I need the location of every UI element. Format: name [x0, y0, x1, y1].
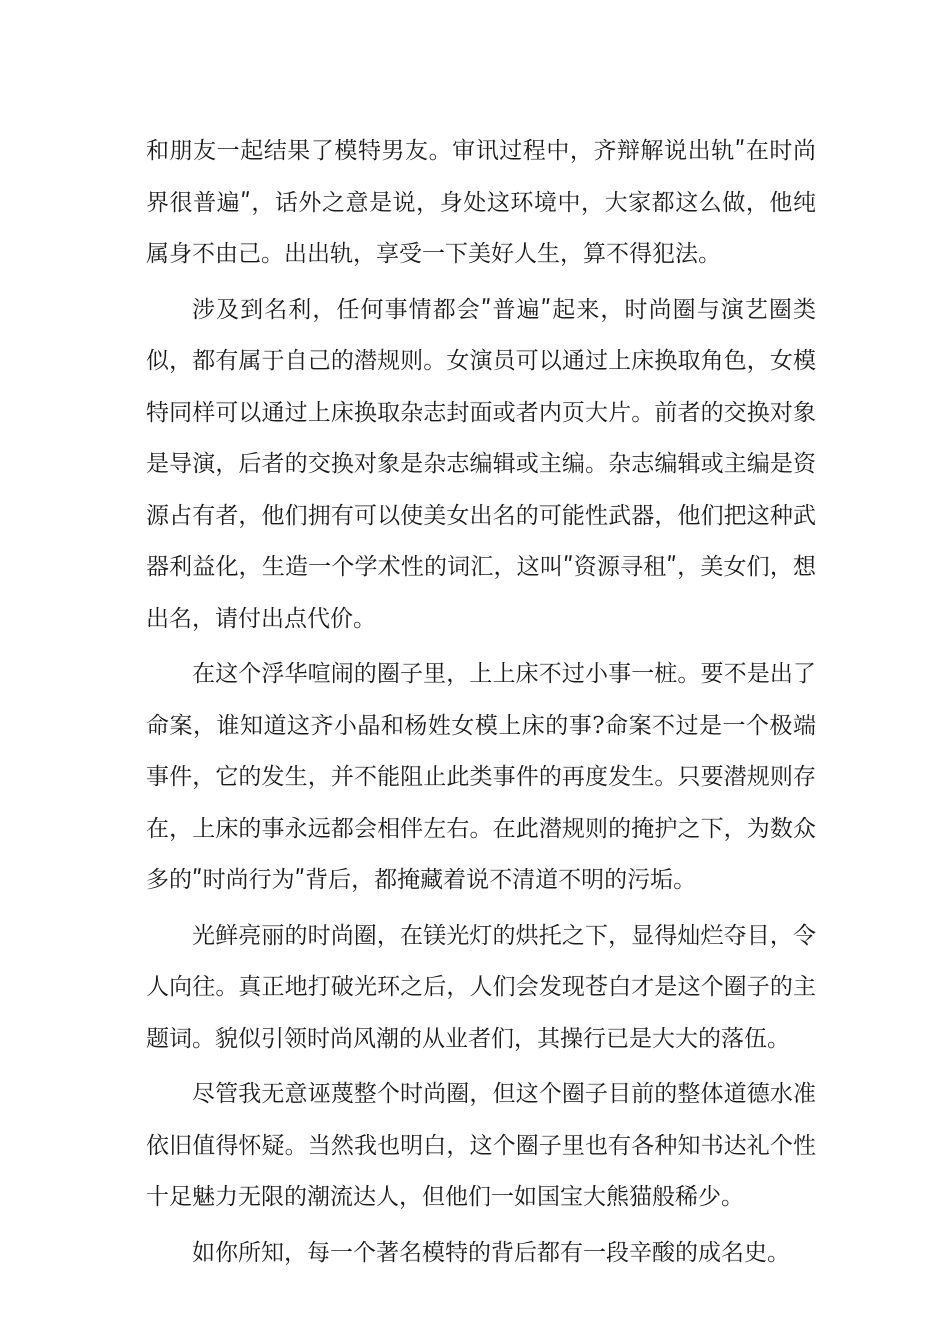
paragraph-5: 尽管我无意诬蔑整个时尚圈，但这个圈子目前的整体道德水准依旧值得怀疑。当然我也明白，这个圈子里也有各种知书达礼个性十足魅力无限的潮流达人，但他们一如国宝大熊猫般稀少。: [146, 1081, 816, 1210]
paragraph-6: 如你所知，每一个著名模特的背后都有一段辛酸的成名史。: [192, 1239, 790, 1266]
document-body: [146, 126, 816, 1279]
paragraph-2: 涉及到名利，任何事情都会ʺ普遍ʺ起来，时尚圈与演艺圈类似，都有属于自己的潜规则。女演员可以通过上床换取角色，女模特同样可以通过上床换取杂志封面或者内页大片。前者的交换对象是导演，后者的交换对象是杂志编辑或主编。杂志编辑或主编是资源占有者，他们拥有可以使美女出名的可能性武器，他们把这种武器利益化，生造一个学术性的词汇，这叫ʺ资源寻租ʺ，美女们，想出名，请付出点代价。: [146, 296, 816, 632]
paragraph-3: 在这个浮华喧闹的圈子里，上上床不过小事一桩。要不是出了命案，谁知道这齐小晶和杨姓女模上床的事?命案不过是一个极端事件，它的发生，并不能阻止此类事件的再度发生。只要潜规则存在，上床的事永远都会相伴左右。在此潜规则的掩护之下，为数众多的ʺ时尚行为ʺ背后，都掩藏着说不清道不明的污垢。: [146, 661, 816, 893]
paragraph-1: 和朋友一起结果了模特男友。审讯过程中，齐辩解说出轨ʺ在时尚界很普遍ʺ，话外之意是说，身处这环境中，大家都这么做，他纯属身不由己。出出轨，享受一下美好人生，算不得犯法。: [146, 138, 816, 267]
paragraph-4: 光鲜亮丽的时尚圈，在镁光灯的烘托之下，显得灿烂夺目，令人向往。真正地打破光环之后，人们会发现苍白才是这个圈子的主题词。貌似引领时尚风潮的从业者们，其操行已是大大的落伍。: [146, 922, 816, 1052]
